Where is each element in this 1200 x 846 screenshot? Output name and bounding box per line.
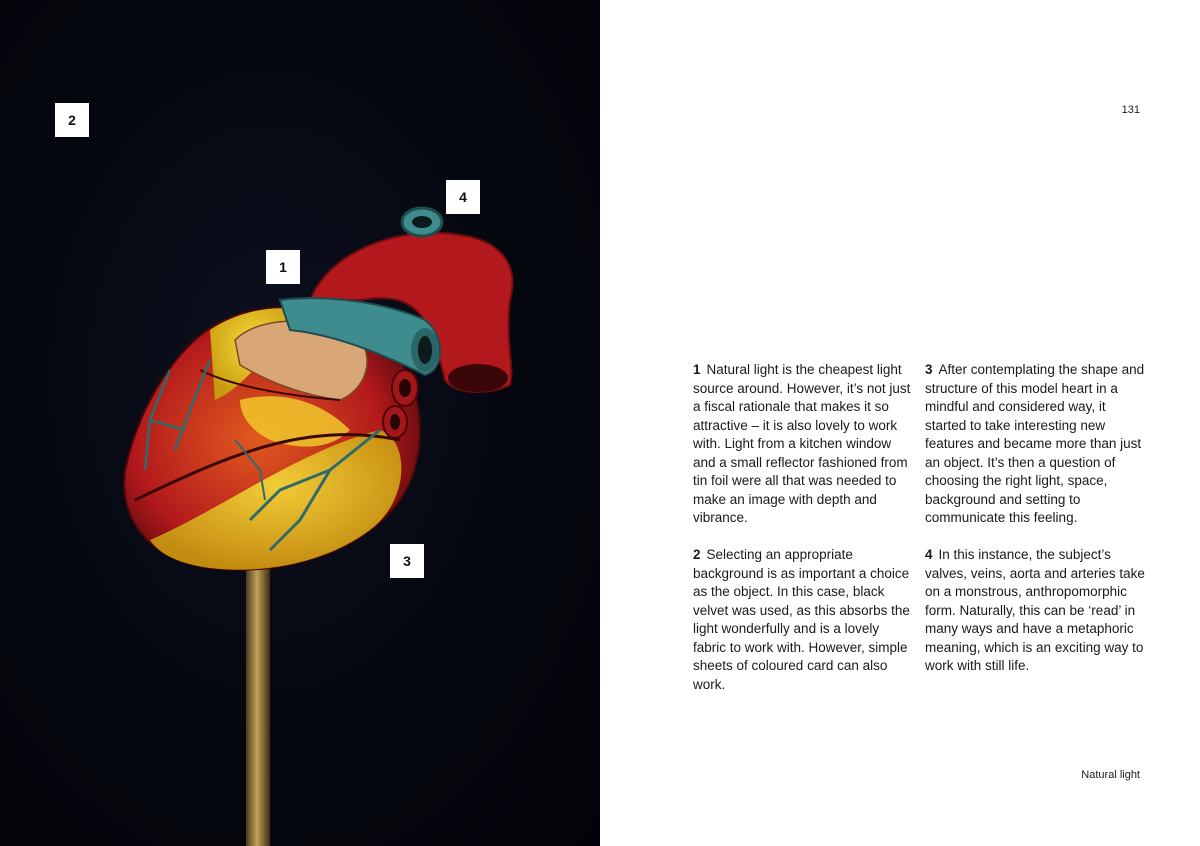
note-number: 4	[925, 547, 933, 562]
note-4	[925, 546, 1145, 676]
note-text: After contemplating the shape and structure of this model heart in a mindful and considered way, it started to take interesting new features and became more than just an object. It’s then a question of choosing the right light, space, background and setting to communicate this feeling.	[925, 362, 1145, 525]
note-text: In this instance, the subject’s valves, veins, aorta and arteries take on a monstrous, anthropomorphic form. Naturally, this can be ‘read’ in many ways and have a metaphoric meaning, which is an exciting way to work with still life.	[925, 547, 1145, 673]
aorta-opening	[448, 364, 508, 392]
note-text: Natural light is the cheapest light source around. However, it’s not just a fiscal rationale that makes it so attractive – it is also lovely to work with. Light from a kitchen window and a small reflector fashioned from tin foil were all that was needed to make an image with depth and vibrance.	[693, 362, 911, 525]
note-3	[925, 361, 1145, 528]
running-footer: Natural light	[1081, 769, 1140, 781]
stand-pole	[246, 560, 270, 846]
note-number: 1	[693, 362, 701, 377]
note-2	[693, 546, 913, 694]
notes-column-right	[925, 361, 1145, 694]
page-number: 131	[1121, 104, 1140, 116]
callout-marker-1: 1	[266, 250, 300, 284]
note-1	[693, 361, 913, 528]
note-number: 2	[693, 547, 701, 562]
callout-marker-4: 4	[446, 180, 480, 214]
note-text: Selecting an appropriate background is as important a choice as the object. In this case, black velvet was used, as this absorbs the light wonderfully and is a lovely fabric to work with. However, simple sheets of coloured card can also work.	[693, 547, 910, 692]
notes-column-left	[693, 361, 913, 713]
callout-marker-2: 2	[55, 103, 89, 137]
callout-marker-3: 3	[390, 544, 424, 578]
note-number: 3	[925, 362, 933, 377]
